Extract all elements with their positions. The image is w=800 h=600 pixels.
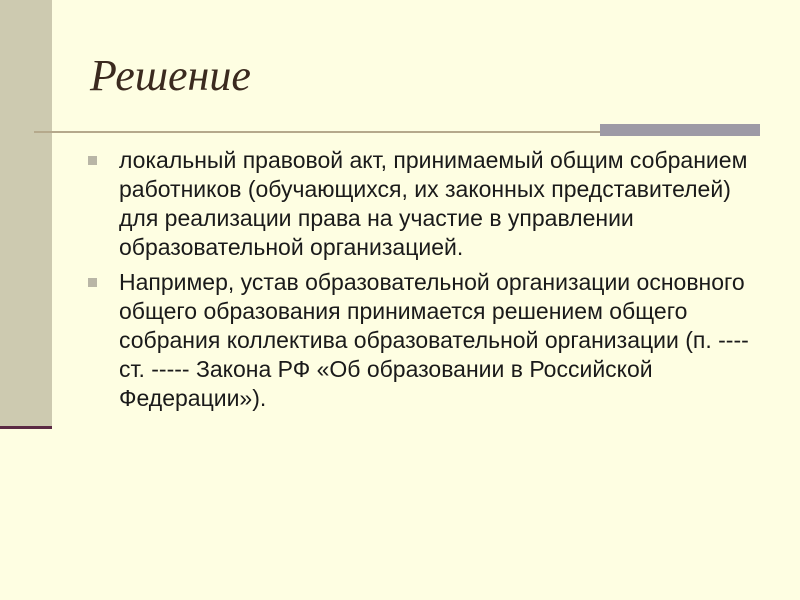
square-bullet-icon — [88, 156, 97, 165]
bullet-text: Например, устав образовательной организации основного общего образования принимается решением общего собрания коллектива образовательной организации (п. ---- ст. ----- Закона РФ «Об образовании в Российской Федерации»). — [119, 269, 749, 411]
bullet-item — [86, 146, 766, 262]
square-bullet-icon — [88, 278, 97, 287]
left-decorative-band — [0, 0, 52, 426]
bullet-item — [86, 268, 766, 413]
title-divider-accent — [600, 124, 760, 136]
left-band-underline — [0, 426, 52, 429]
slide-title: Решение — [90, 51, 251, 100]
bullet-text: локальный правовой акт, принимаемый общим собранием работников (обучающихся, их законных представителей) для реализации права на участие в управлении образовательной организацией. — [119, 147, 748, 260]
bullet-list — [86, 146, 766, 419]
